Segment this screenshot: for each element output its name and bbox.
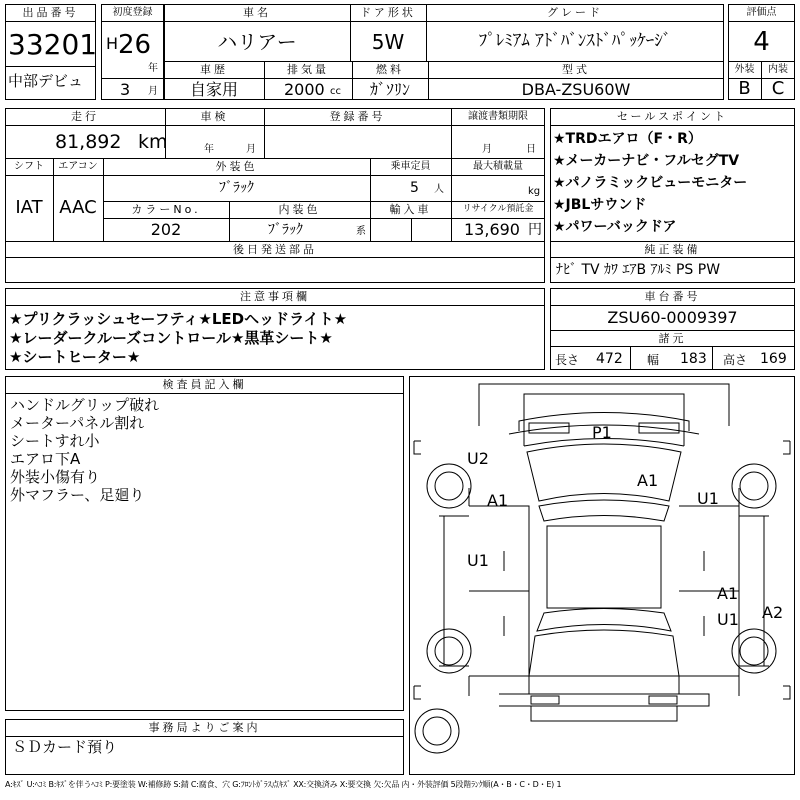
damage-mark: U1 bbox=[697, 489, 719, 508]
sales-point: ★JBLサウンド bbox=[553, 197, 647, 213]
inspector-label: 検査員記入欄 bbox=[162, 378, 247, 391]
shift: IAT bbox=[15, 197, 43, 218]
damage-mark: U1 bbox=[717, 610, 739, 629]
model-label: 型式 bbox=[562, 63, 590, 76]
door-type: 5W bbox=[371, 30, 405, 54]
recycle-unit: 円 bbox=[528, 222, 542, 238]
office-label: 事務局よりご案内 bbox=[148, 721, 261, 734]
recycle-label: リサイクル預託金 bbox=[462, 204, 534, 214]
sales-point: ★パワーバックドア bbox=[553, 219, 677, 235]
capacity: 5 bbox=[410, 180, 419, 196]
ext-color-label: 外装色 bbox=[215, 160, 258, 173]
ac-label: エアコン bbox=[58, 161, 98, 172]
equipment-items: ﾅﾋﾞ TV ｶﾜ ｴｱB ｱﾙﾐ PS PW bbox=[556, 262, 721, 278]
sales-point: ★TRDエアロ（F・R） bbox=[553, 131, 702, 147]
model: DBA-ZSU60W bbox=[521, 80, 631, 99]
recycle: 13,690 bbox=[464, 220, 520, 239]
year-unit: 年 bbox=[148, 63, 158, 74]
int-color-label: 内装色 bbox=[278, 203, 321, 216]
damage-mark: A1 bbox=[487, 491, 509, 510]
capacity-label: 乗車定員 bbox=[390, 161, 431, 172]
inspector-line: エアロ下A bbox=[10, 450, 81, 468]
import-label: 輸入車 bbox=[389, 203, 432, 216]
lot-number: 33201 bbox=[8, 28, 98, 61]
chassis-label: 車台番号 bbox=[644, 290, 701, 303]
inspection-label: 車検 bbox=[200, 110, 229, 123]
inspector-line: 外装小傷有り bbox=[10, 468, 101, 486]
int-color-unit: 系 bbox=[356, 226, 366, 237]
reg-number-label: 登録番号 bbox=[329, 110, 386, 123]
interior-label: 内装 bbox=[768, 64, 788, 75]
transfer-label: 譲渡書類期限 bbox=[468, 111, 528, 122]
mileage-unit: km bbox=[138, 131, 168, 153]
inspector-line: メーターパネル割れ bbox=[10, 414, 145, 432]
fuel: ｶﾞｿﾘﾝ bbox=[369, 80, 410, 99]
legend: A:ｷｽﾞ U:ﾍｺﾐ B:ｷｽﾞを伴うﾍｺﾐ P:要塗装 W:補修跡 S:錆 C:腐食、穴 G:ﾌﾛﾝﾄｶﾞﾗｽ点ｷｽﾞ XX:交換済み X:要交換 欠:欠品 内・外装評価 5段階ﾗﾝｸ順(A・B・C・D・E) 1 bbox=[5, 780, 562, 789]
transfer-month-unit: 月 bbox=[482, 144, 492, 155]
mileage: 81,892 bbox=[55, 131, 122, 153]
history-label: 車歴 bbox=[200, 63, 228, 76]
notes-label: 注意事項欄 bbox=[240, 290, 310, 303]
inspector-line: シートすれ小 bbox=[10, 432, 100, 450]
note-line: ★レーダークルーズコントロール★黒革シート★ bbox=[9, 329, 333, 347]
length: 472 bbox=[596, 351, 623, 367]
max-load-label: 最大積載量 bbox=[473, 161, 523, 172]
reg-year: 26 bbox=[118, 30, 152, 60]
score-label: 評価点 bbox=[746, 7, 777, 18]
sales-label: セールスポイント bbox=[616, 110, 728, 123]
height: 169 bbox=[760, 351, 787, 367]
damage-mark: A1 bbox=[637, 471, 659, 490]
chassis-number: ZSU60-0009397 bbox=[607, 308, 738, 327]
insp-month-unit: 月 bbox=[246, 144, 256, 155]
height-label: 高さ bbox=[723, 353, 748, 367]
inspector-line: 外マフラー、足廻り bbox=[10, 486, 145, 504]
reg-month: 3 bbox=[120, 80, 131, 99]
note-line: ★プリクラッシュセーフティ★LEDヘッドライト★ bbox=[9, 310, 348, 328]
sales-point: ★メーカーナビ・フルセグTV bbox=[553, 153, 740, 169]
lot-label: 出品番号 bbox=[22, 6, 79, 19]
length-label: 長さ bbox=[555, 353, 580, 367]
era: H bbox=[106, 34, 119, 53]
sales-point: ★パノラミックビューモニター bbox=[553, 175, 748, 191]
score: 4 bbox=[753, 27, 770, 57]
inspector-line: ハンドルグリップ破れ bbox=[10, 396, 160, 414]
fuel-label: 燃料 bbox=[376, 63, 404, 76]
office-text: ＳＤカード預り bbox=[12, 738, 118, 756]
door-label: ドア形状 bbox=[360, 6, 416, 19]
width: 183 bbox=[680, 351, 707, 367]
spare-tire bbox=[415, 709, 459, 753]
damage-mark: U2 bbox=[467, 449, 489, 468]
ext-color: ﾌﾞﾗｯｸ bbox=[219, 180, 254, 196]
month-unit: 月 bbox=[148, 86, 158, 97]
color-no-label: カラーNo. bbox=[131, 203, 201, 216]
insp-year-unit: 年 bbox=[204, 144, 214, 155]
grade-label: グレード bbox=[547, 6, 603, 19]
shift-label: シフト bbox=[14, 161, 44, 172]
ac: AAC bbox=[59, 197, 97, 218]
equipment-label: 純正装備 bbox=[644, 243, 701, 256]
displacement: 2000 bbox=[284, 80, 325, 99]
damage-mark: A2 bbox=[762, 603, 784, 622]
int-color: ﾌﾞﾗｯｸ bbox=[268, 222, 303, 238]
car-name-label: 車名 bbox=[243, 6, 271, 19]
roof bbox=[547, 526, 661, 608]
displacement-label: 排気量 bbox=[287, 63, 329, 76]
damage-mark: P1 bbox=[592, 423, 612, 442]
car-diagram bbox=[409, 376, 795, 775]
color-no: 202 bbox=[150, 220, 182, 239]
damage-mark: U1 bbox=[467, 551, 489, 570]
mileage-label: 走行 bbox=[71, 110, 99, 123]
history: 自家用 bbox=[189, 80, 238, 99]
car-name: ハリアー bbox=[217, 30, 297, 54]
dims-label: 諸元 bbox=[658, 332, 687, 345]
interior-grade: C bbox=[771, 78, 785, 99]
first-reg-label: 初度登録 bbox=[112, 7, 153, 18]
later-parts-label: 後日発送部品 bbox=[233, 243, 317, 256]
damage-mark: A1 bbox=[717, 584, 739, 603]
transfer-day-unit: 日 bbox=[526, 144, 536, 155]
max-load-unit: kg bbox=[528, 186, 541, 197]
capacity-unit: 人 bbox=[434, 184, 444, 195]
exterior-grade: B bbox=[738, 78, 751, 99]
displacement-unit: cc bbox=[330, 86, 341, 97]
note-line: ★シートヒーター★ bbox=[9, 348, 141, 366]
grade: ﾌﾟﾚﾐｱﾑ ｱﾄﾞﾊﾞﾝｽﾄﾞﾊﾟｯｹｰｼﾞ bbox=[478, 31, 672, 51]
width-label: 幅 bbox=[647, 353, 660, 367]
exterior-label: 外装 bbox=[734, 64, 755, 75]
debut-text: 中部デビュ bbox=[8, 72, 84, 90]
